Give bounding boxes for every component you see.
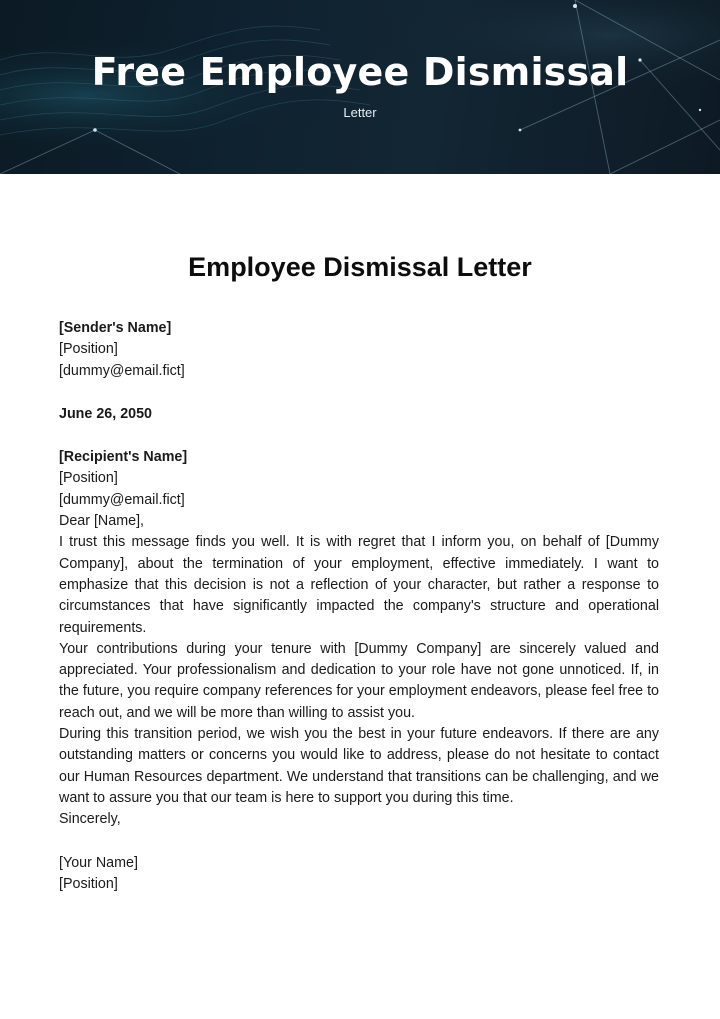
date-block (59, 404, 659, 425)
header-banner (0, 0, 720, 174)
letter-date: June 26, 2050 (59, 405, 152, 422)
closing: Sincerely, (59, 811, 121, 828)
banner-subtitle: Letter (343, 105, 377, 120)
letter-title: Employee Dismissal Letter (188, 252, 532, 282)
sender-name: [Sender's Name] (59, 320, 172, 336)
letter-body (59, 318, 659, 895)
salutation: Dear [Name], (59, 513, 145, 530)
recipient-name: [Recipient's Name] (59, 449, 188, 466)
signature-block (59, 853, 659, 896)
paragraph-1: I trust this message finds you well. It is with regret that I inform you, on behalf of [Dummy Company], about the termination of your employment, effective immediately. I want to emphasize that this decision is not a reflection of your character, but rather a response to circumstances that have significantly impacted the company's structure and operational requirements. (59, 534, 659, 636)
recipient-block (59, 447, 659, 511)
recipient-position: [Position] (59, 470, 118, 487)
signature-name: [Your Name] (59, 854, 138, 871)
banner-title: Free Employee Dismissal (91, 50, 629, 94)
sender-email: [dummy@email.fict] (59, 362, 185, 379)
signature-position: [Position] (59, 875, 118, 892)
paragraph-2: Your contributions during your tenure with [Dummy Company] are sincerely valued and appreciated. Your professionalism and dedication to your role have not gone unnoticed. If, in the future, you require company references for your employment endeavors, please feel free to reach out, and we will be more than willing to assist you. (59, 640, 660, 721)
sender-position: [Position] (59, 341, 118, 358)
sender-block (59, 318, 659, 382)
paragraph-3: During this transition period, we wish you the best in your future endeavors. If there are any outstanding matters or concerns you would like to address, please do not hesitate to contact our Human Resources department. We understand that transitions can be challenging, and we want to assure you that our team is here to support you during this time. (59, 726, 659, 806)
recipient-email: [dummy@email.fict] (59, 491, 185, 508)
